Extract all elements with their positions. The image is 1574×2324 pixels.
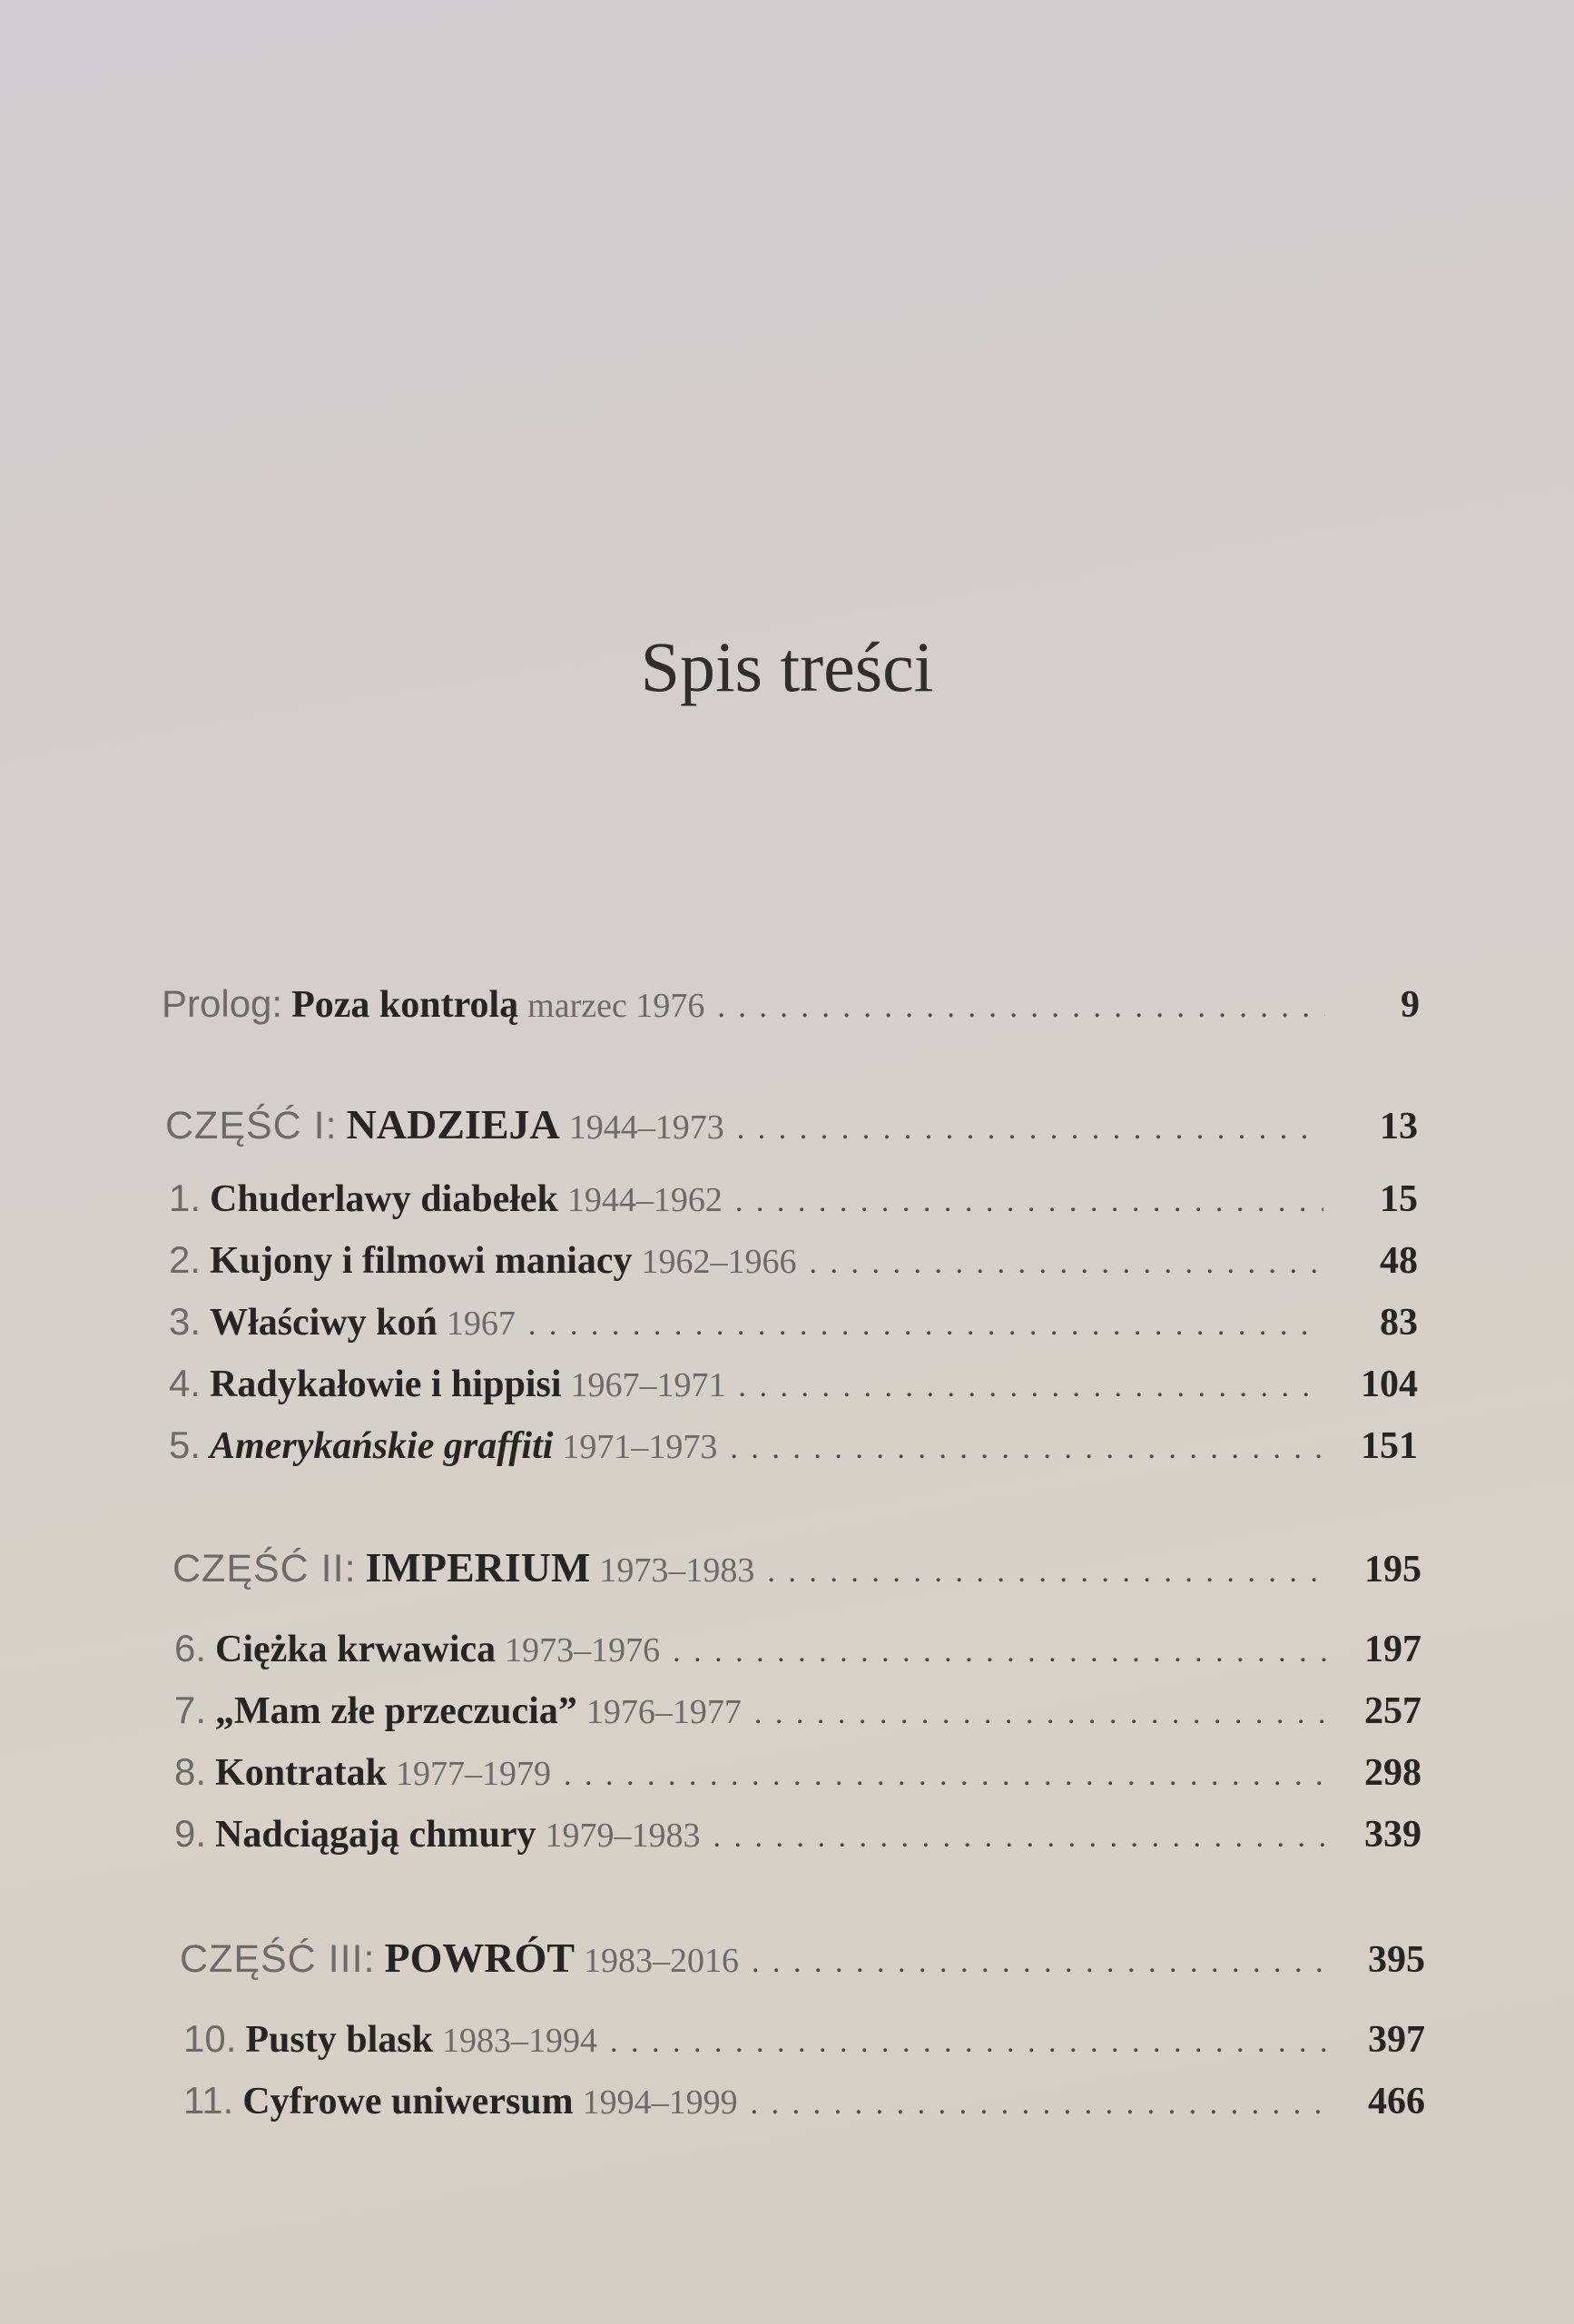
chapter-number: 8.	[174, 1750, 207, 1793]
chapter-years: 1967–1971	[570, 1366, 726, 1404]
toc-entry-part-1[interactable]	[165, 1100, 1418, 1148]
chapter-title: Cyfrowe uniwersum	[242, 2081, 574, 2122]
page-title: Spis treści	[640, 627, 934, 706]
chapter-page-number: 397	[1368, 2019, 1425, 2061]
chapter-years: 1973–1976	[505, 1631, 661, 1669]
part-title: IMPERIUM	[365, 1544, 591, 1590]
chapter-title: „Mam złe przeczucia”	[215, 1690, 577, 1732]
entry-page-number: 9	[1401, 984, 1420, 1026]
dot-leader	[752, 1945, 1331, 1980]
chapter-years: 1962–1966	[641, 1243, 797, 1281]
chapter-title: Ciężka krwawica	[215, 1629, 497, 1670]
chapter-years: 1971–1973	[562, 1428, 718, 1466]
chapter-page-number: 48	[1380, 1240, 1418, 1282]
part-page-number: 395	[1368, 1939, 1425, 1981]
dot-leader	[751, 2087, 1331, 2122]
part-lead: CZĘŚĆ III:	[180, 1937, 376, 1981]
chapter-title: Chuderlawy diabełek	[210, 1178, 558, 1220]
chapter-title: Kontratak	[215, 1752, 388, 1794]
chapter-page-number: 298	[1364, 1752, 1422, 1794]
chapter-number: 11.	[183, 2079, 234, 2122]
part-page-number: 195	[1364, 1549, 1422, 1590]
chapter-years: 1979–1983	[545, 1817, 701, 1855]
dot-leader	[610, 2025, 1331, 2060]
part-years: 1973–1983	[599, 1551, 755, 1590]
chapter-number: 3.	[169, 1300, 202, 1343]
chapter-years: 1977–1979	[396, 1755, 552, 1793]
toc-entry-part-2[interactable]	[172, 1543, 1422, 1591]
toc-entry-prolog[interactable]	[162, 982, 1420, 1027]
chapter-page-number: 83	[1380, 1302, 1418, 1344]
chapter-number: 10.	[183, 2017, 237, 2060]
chapter-years: 1976–1977	[585, 1693, 742, 1731]
toc-entry-chapter-4[interactable]	[169, 1362, 1418, 1406]
part-years: 1983–2016	[584, 1942, 740, 1980]
dot-leader	[810, 1246, 1323, 1281]
toc-entry-chapter-3[interactable]	[169, 1300, 1418, 1344]
chapter-page-number: 257	[1364, 1690, 1422, 1732]
dot-leader	[754, 1697, 1327, 1731]
dot-leader	[564, 1758, 1327, 1793]
chapter-number: 9.	[174, 1812, 207, 1855]
part-page-number: 13	[1380, 1106, 1418, 1147]
dot-leader	[767, 1555, 1327, 1590]
chapter-title: Radykałowie i hippisi	[210, 1364, 562, 1405]
chapter-page-number: 466	[1368, 2081, 1425, 2122]
toc-entry-chapter-2[interactable]	[169, 1238, 1418, 1283]
dot-leader	[739, 1370, 1324, 1404]
chapter-years: 1983–1994	[441, 2022, 597, 2060]
entry-lead: Prolog:	[162, 982, 283, 1025]
chapter-title: Kujony i filmowi maniacy	[210, 1240, 633, 1282]
dot-leader	[717, 990, 1325, 1025]
chapter-page-number: 15	[1380, 1178, 1418, 1220]
chapter-number: 4.	[169, 1362, 202, 1404]
part-lead: CZĘŚĆ I:	[165, 1104, 338, 1147]
dot-leader	[735, 1185, 1323, 1219]
chapter-page-number: 197	[1364, 1629, 1422, 1670]
toc-entry-chapter-7[interactable]	[174, 1689, 1422, 1733]
dot-leader	[713, 1820, 1327, 1855]
toc-entry-chapter-11[interactable]	[183, 2079, 1425, 2123]
dot-leader	[737, 1112, 1323, 1147]
dot-leader	[730, 1432, 1323, 1466]
chapter-page-number: 339	[1364, 1814, 1422, 1856]
chapter-number: 1.	[169, 1177, 202, 1219]
entry-title: Poza kontrolą	[291, 984, 519, 1026]
chapter-years: 1994–1999	[582, 2083, 738, 2122]
dot-leader	[528, 1308, 1323, 1343]
toc-entry-chapter-5[interactable]	[169, 1423, 1418, 1468]
part-lead: CZĘŚĆ II:	[172, 1547, 357, 1590]
chapter-title: Amerykańskie graffiti	[210, 1425, 554, 1467]
toc-entry-chapter-6[interactable]	[174, 1627, 1422, 1671]
dot-leader	[673, 1635, 1327, 1669]
chapter-years: 1967	[446, 1305, 516, 1343]
chapter-number: 6.	[174, 1627, 207, 1669]
chapter-title: Pusty blask	[245, 2019, 433, 2061]
toc-entry-part-3[interactable]	[180, 1934, 1425, 1982]
chapter-title: Właściwy koń	[210, 1302, 438, 1344]
chapter-title: Nadciągają chmury	[215, 1814, 536, 1856]
chapter-number: 7.	[174, 1689, 207, 1731]
chapter-years: 1944–1962	[566, 1181, 723, 1219]
chapter-number: 2.	[169, 1238, 202, 1281]
chapter-number: 5.	[169, 1423, 202, 1466]
chapter-page-number: 151	[1361, 1425, 1418, 1467]
toc-entry-chapter-10[interactable]	[183, 2017, 1425, 2062]
toc-entry-chapter-8[interactable]	[174, 1750, 1422, 1795]
toc-entry-chapter-9[interactable]	[174, 1812, 1422, 1856]
part-years: 1944–1973	[568, 1108, 724, 1147]
part-title: POWRÓT	[384, 1935, 575, 1981]
chapter-page-number: 104	[1361, 1364, 1418, 1405]
entry-years: marzec 1976	[527, 987, 705, 1025]
toc-entry-chapter-1[interactable]	[169, 1177, 1418, 1221]
part-title: NADZIEJA	[346, 1101, 560, 1147]
